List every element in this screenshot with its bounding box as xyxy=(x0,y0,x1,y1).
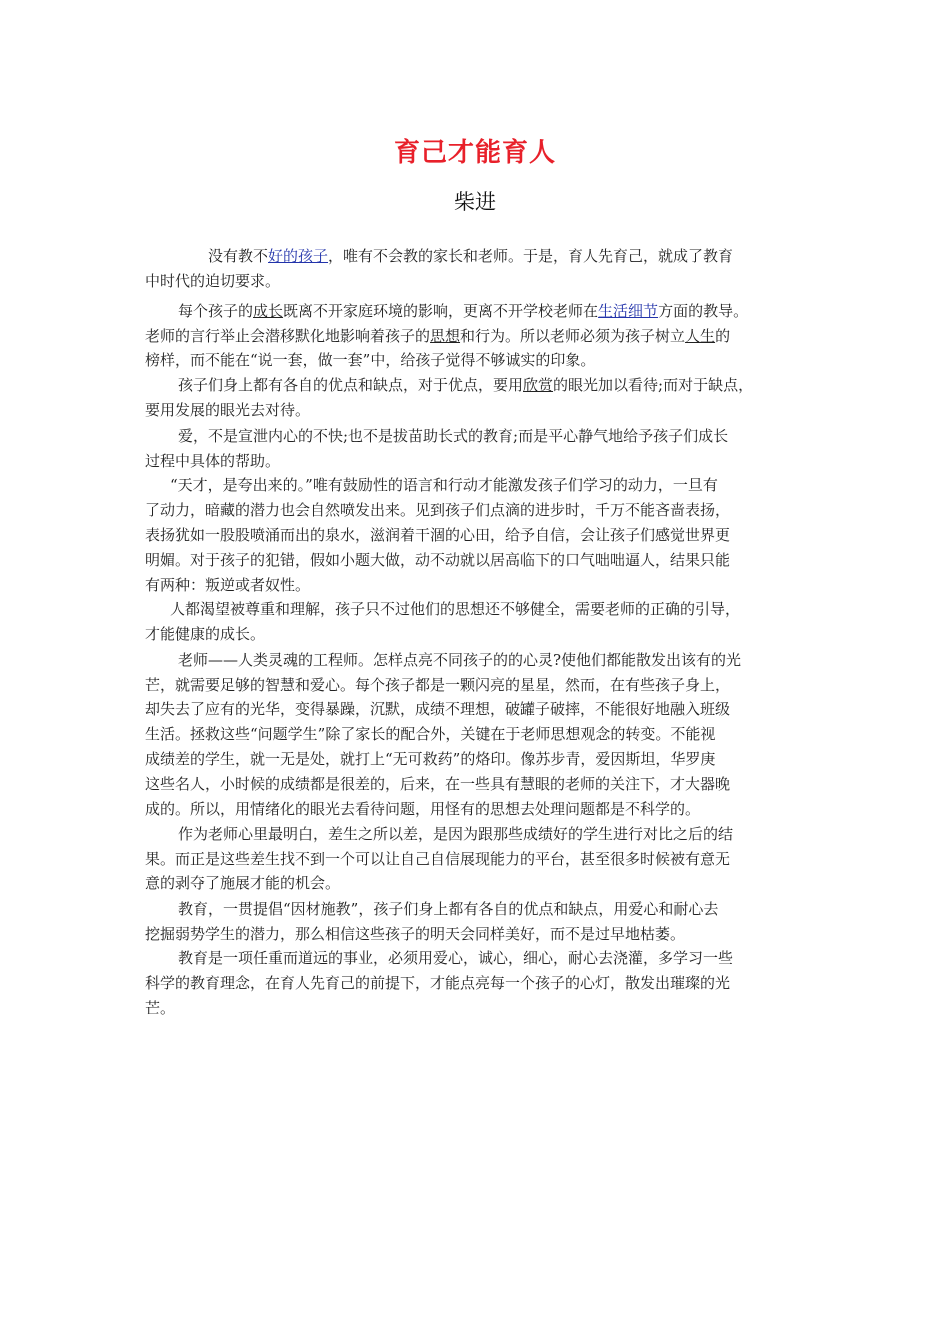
text-segment: 老师的言行举止会潜移默化地影响着孩子的 xyxy=(145,327,431,345)
text-segment: 的 xyxy=(715,327,731,345)
paragraph-line xyxy=(178,650,741,670)
paragraph-line xyxy=(145,799,700,819)
text-segment: 才能健康的成长。 xyxy=(145,625,266,643)
paragraph-line xyxy=(178,375,753,395)
text-segment: 这些名人，小时候的成绩都是很差的，后来，在一些具有慧眼的老师的关注下，才大器晚 xyxy=(145,775,731,793)
text-segment: 作为老师心里最明白，差生之所以差，是因为跟那些成绩好的学生进行对比之后的结 xyxy=(178,825,734,843)
paragraph-line xyxy=(145,400,310,420)
text-segment: 中时代的迫切要求。 xyxy=(145,272,281,290)
underlined-term: 成长 xyxy=(253,302,284,320)
inline-link[interactable]: 好的孩子 xyxy=(268,247,329,265)
paragraph-line xyxy=(145,271,280,291)
underlined-term: 思想 xyxy=(430,327,461,345)
text-segment: 果。而正是这些差生找不到一个可以让自己自信展现能力的平台，甚至很多时候被有意无 xyxy=(145,850,731,868)
paragraph-line xyxy=(145,675,730,695)
paragraph-line xyxy=(145,873,340,893)
inline-link[interactable]: 生活细节 xyxy=(598,302,659,320)
paragraph-line xyxy=(208,246,733,266)
text-segment: 榜样，而不能在“说一套，做一套”中，给孩子觉得不够诚实的印象。 xyxy=(145,351,596,369)
paragraph-line xyxy=(145,973,730,993)
paragraph-line xyxy=(178,426,728,446)
text-segment: 过程中具体的帮助。 xyxy=(145,452,281,470)
text-segment: 成的。所以，用情绪化的眼光去看待问题，用怪有的思想去处理问题都是不科学的。 xyxy=(145,800,701,818)
text-segment: 却失去了应有的光华，变得暴躁，沉默，成绩不理想，破罐子破摔，不能很好地融入班级 xyxy=(145,700,731,718)
paragraph-line xyxy=(170,475,718,495)
paragraph-line xyxy=(178,824,733,844)
text-segment: 爱，不是宣泄内心的不快;也不是拔苗助长式的教育;而是平心静气地给予孩子们成长 xyxy=(178,427,729,445)
text-segment: 有两种：叛逆或者奴性。 xyxy=(145,576,311,594)
underlined-term: 人生 xyxy=(685,327,716,345)
paragraph-line xyxy=(145,699,730,719)
text-segment: 和行为。所以老师必须为孩子树立 xyxy=(460,327,686,345)
text-segment: 老师——人类灵魂的工程师。怎样点亮不同孩子的的心灵?使他们都能散发出该有的光 xyxy=(178,651,742,669)
article-title: 育己才能育人 xyxy=(393,138,556,168)
text-segment: 意的剥夺了施展才能的机会。 xyxy=(145,874,341,892)
paragraph-line xyxy=(145,924,685,944)
text-segment: 教育，一贯提倡“因材施教”，孩子们身上都有各自的优点和缺点，用爱心和耐心去 xyxy=(178,900,719,918)
text-segment: 教育是一项任重而道远的事业，必须用爱心，诚心，细心，耐心去浇灌，多学习一些 xyxy=(178,949,734,967)
paragraph-line xyxy=(145,326,730,346)
paragraph-line xyxy=(145,575,310,595)
paragraph-line xyxy=(145,724,715,744)
text-segment: 生活。拯救这些“问题学生”除了家长的配合外，关键在于老师思想观念的转变。不能视 xyxy=(145,725,716,743)
text-segment: 要用发展的眼光去对待。 xyxy=(145,401,311,419)
paragraph-line xyxy=(170,599,740,619)
text-segment: 孩子们身上都有各自的优点和缺点，对于优点，要用 xyxy=(178,376,524,394)
paragraph-line xyxy=(145,350,595,370)
paragraph-line xyxy=(145,500,730,520)
text-segment: 科学的教育理念，在育人先育己的前提下，才能点亮每一个孩子的心灯，散发出璀璨的光 xyxy=(145,974,731,992)
text-segment: 芒，就需要足够的智慧和爱心。每个孩子都是一颗闪亮的星星，然而，在有些孩子身上， xyxy=(145,676,731,694)
text-segment: “天才，是夸出来的。”唯有鼓励性的语言和行动才能激发孩子们学习的动力，一旦有 xyxy=(170,476,718,494)
text-segment: 方面的教导。 xyxy=(658,302,749,320)
text-segment: 既离不开家庭环境的影响，更离不开学校老师在 xyxy=(283,302,599,320)
article-author: 柴进 xyxy=(454,190,496,214)
text-segment: 每个孩子的 xyxy=(178,302,254,320)
text-segment: 明媚。对于孩子的犯错，假如小题大做，动不动就以居高临下的口气咄咄逼人，结果只能 xyxy=(145,551,731,569)
paragraph-line xyxy=(145,525,730,545)
text-segment: 了动力，暗藏的潜力也会自然喷发出来。见到孩子们点滴的进步时，千万不能吝啬表扬， xyxy=(145,501,731,519)
paragraph-line xyxy=(178,948,733,968)
underlined-term: 欣赏 xyxy=(523,376,554,394)
paragraph-line xyxy=(145,998,175,1018)
paragraph-line xyxy=(178,899,718,919)
paragraph-line xyxy=(145,749,715,769)
text-segment: 表扬犹如一股股喷涌而出的泉水，滋润着干涸的心田，给予自信，会让孩子们感觉世界更 xyxy=(145,526,731,544)
text-segment: 挖掘弱势学生的潜力，那么相信这些孩子的明天会同样美好，而不是过早地枯萎。 xyxy=(145,925,686,943)
paragraph-line xyxy=(145,451,280,471)
text-segment: 人都渴望被尊重和理解，孩子只不过他们的思想还不够健全，需要老师的正确的引导， xyxy=(170,600,741,618)
paragraph-line xyxy=(145,624,265,644)
text-segment: 没有教不 xyxy=(208,247,269,265)
text-segment: 的眼光加以看待;而对于缺点， xyxy=(553,376,754,394)
text-segment: 芒。 xyxy=(145,999,176,1017)
paragraph-line xyxy=(145,550,730,570)
paragraph-line xyxy=(145,774,730,794)
text-segment: 成绩差的学生，就一无是处，就打上“无可救药”的烙印。像苏步青，爱因斯坦，华罗庚 xyxy=(145,750,716,768)
paragraph-line xyxy=(145,849,730,869)
paragraph-line xyxy=(178,301,748,321)
text-segment: ，唯有不会教的家长和老师。于是，育人先育己，就成了教育 xyxy=(328,247,734,265)
